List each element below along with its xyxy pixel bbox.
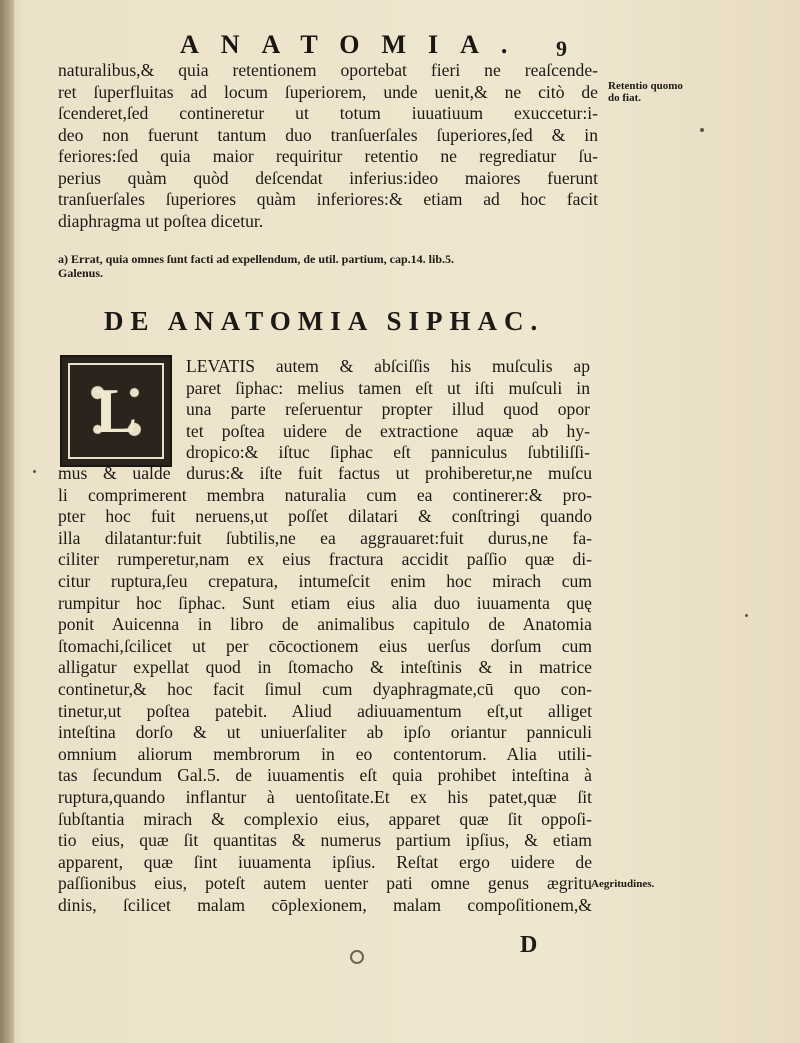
text-line: tio eius, quæ ſit quantitas & numerus partium ipſius, & etiam: [58, 830, 592, 851]
ink-speck: [33, 470, 36, 473]
text-line: paſſionibus eius, poteſt autem uenter pati omne genus ægritu: [58, 873, 592, 894]
text-line: li comprimerent membra naturalia cum ea continerer:& pro-: [58, 484, 592, 505]
text-line: ſubſtantia mirach & complexio eius, apparet quæ ſit oppoſi-: [58, 808, 592, 829]
margin-note-retentio: [608, 80, 683, 104]
text-line: tet poſtea uidere de extractione aquæ ab hy-: [186, 420, 590, 441]
text-line: feriores:ſed quia maior requiritur retentio ne regrediatur ſu-: [58, 146, 598, 166]
text-line: ponit Auicenna in libro de animalibus capitulo de Anatomia: [58, 614, 592, 635]
text-line: tranſuerſales ſuperiores quàm inferiores:& etiam ad hoc facit: [58, 189, 598, 209]
margin-note-aegritudines: Aegritudines.: [591, 878, 655, 890]
footnote-line: a) Errat, quia omnes ſunt facti ad expellendum, de util. partium, cap.14. lib.5.: [58, 252, 455, 266]
book-gutter: [0, 0, 14, 1043]
section-title: DE ANATOMIA SIPHAC.: [104, 306, 545, 336]
text-line: alligatur expellat quod in ſtomacho & inteſtinis & in matrice: [58, 657, 592, 678]
initial-letter: L: [68, 363, 164, 459]
margin-note-line: do fiat.: [608, 92, 641, 104]
margin-note-line: Retentio quomo: [608, 80, 683, 92]
footnote-line: Galenus.: [58, 266, 104, 280]
text-line: pter hoc fuit neruens,ut poſſet dilatari & conſtringi quando: [58, 506, 592, 527]
text-line: perius quàm quòd deſcendat inferius:ideo maiores fuerunt: [58, 167, 598, 188]
text-line: continetur,& hoc facit ſimul cum dyaphragmate,cū quo con-: [58, 678, 592, 699]
indented-paragraph: [186, 356, 590, 464]
text-line: tinetur,ut poſtea patebit. Aliud adiuuamentum eſt,ut alliget: [58, 700, 592, 721]
text-line: rumpitur hoc ſiphac. Sunt etiam eius alia duo iuuamenta quę: [58, 592, 592, 613]
footnote: [58, 252, 588, 280]
text-line: illa dilatantur:fuit ſubtilis,ne ea aggrauaret:fuit durus,ne fa-: [58, 527, 592, 548]
top-paragraph: [58, 60, 598, 232]
text-line: ſcenderet,ſed contineretur ut totum iuuatiuum exuccetur:i-: [58, 103, 598, 123]
text-line: dropico:& iſtuc ſiphac eſt panniculus ſubtiliſſi-: [186, 442, 590, 462]
text-line: LEVATIS autem & abſciſſis his muſculis ap: [186, 356, 590, 376]
text-line: ſtomachi,ſcilicet ut per cōcoctionem eius uerſus dorſum cum: [58, 635, 592, 656]
text-line: una parte reſeruentur propter illud quod opor: [186, 399, 590, 419]
running-head: ANATOMIA.: [180, 30, 530, 59]
text-line: diaphragma ut poſtea dicetur.: [58, 210, 264, 231]
text-line: citur ruptura,ſeu crepatura, intumeſcit enim hoc mirach cum: [58, 570, 592, 591]
text-line: apparent, quæ ſint iuuamenta ipſius. Reſtat ergo uidere de: [58, 851, 592, 872]
text-line: deo non fuerunt tantum duo tranſuerſales ſuperiores,ſed & in: [58, 124, 598, 145]
decorated-initial: [60, 355, 172, 467]
ink-speck: [745, 614, 748, 617]
text-line: ruptura,quando inflantur à uentoſitate.Et ex his patet,quæ ſit: [58, 786, 592, 807]
text-line: ret ſuperfluitas ad locum ſuperiorem, unde uenit,& ne citò de: [58, 81, 598, 102]
text-line: inteſtina dorſo & ut uniuerſaliter ab ipſo oriantur panniculi: [58, 722, 592, 743]
text-line: naturalibus,& quia retentionem oportebat fieri ne reaſcende-: [58, 60, 598, 80]
ink-speck: [700, 128, 704, 132]
text-line: mus & ualde durus:& iſte fuit factus ut prohiberetur,ne muſcu: [58, 463, 592, 483]
text-line: tas ſecundum Gal.5. de iuuamentis eſt quia prohibet inteſtina à: [58, 765, 592, 786]
text-line: paret ſiphac: melius tamen eſt ut iſti muſculi in: [186, 377, 590, 398]
signature-mark: D: [520, 932, 538, 958]
text-line: dinis, ſcilicet malam cōplexionem, malam compoſitionem,&: [58, 894, 592, 915]
page-number: 9: [556, 36, 567, 61]
ink-ring-mark: [350, 950, 364, 964]
text-line: ciliter rumperetur,nam ex eius fractura accidit paſſio quæ di-: [58, 549, 592, 570]
main-paragraph: [58, 463, 592, 916]
text-line: omnium aliorum membrorum in eo contentorum. Alia utili-: [58, 743, 592, 764]
